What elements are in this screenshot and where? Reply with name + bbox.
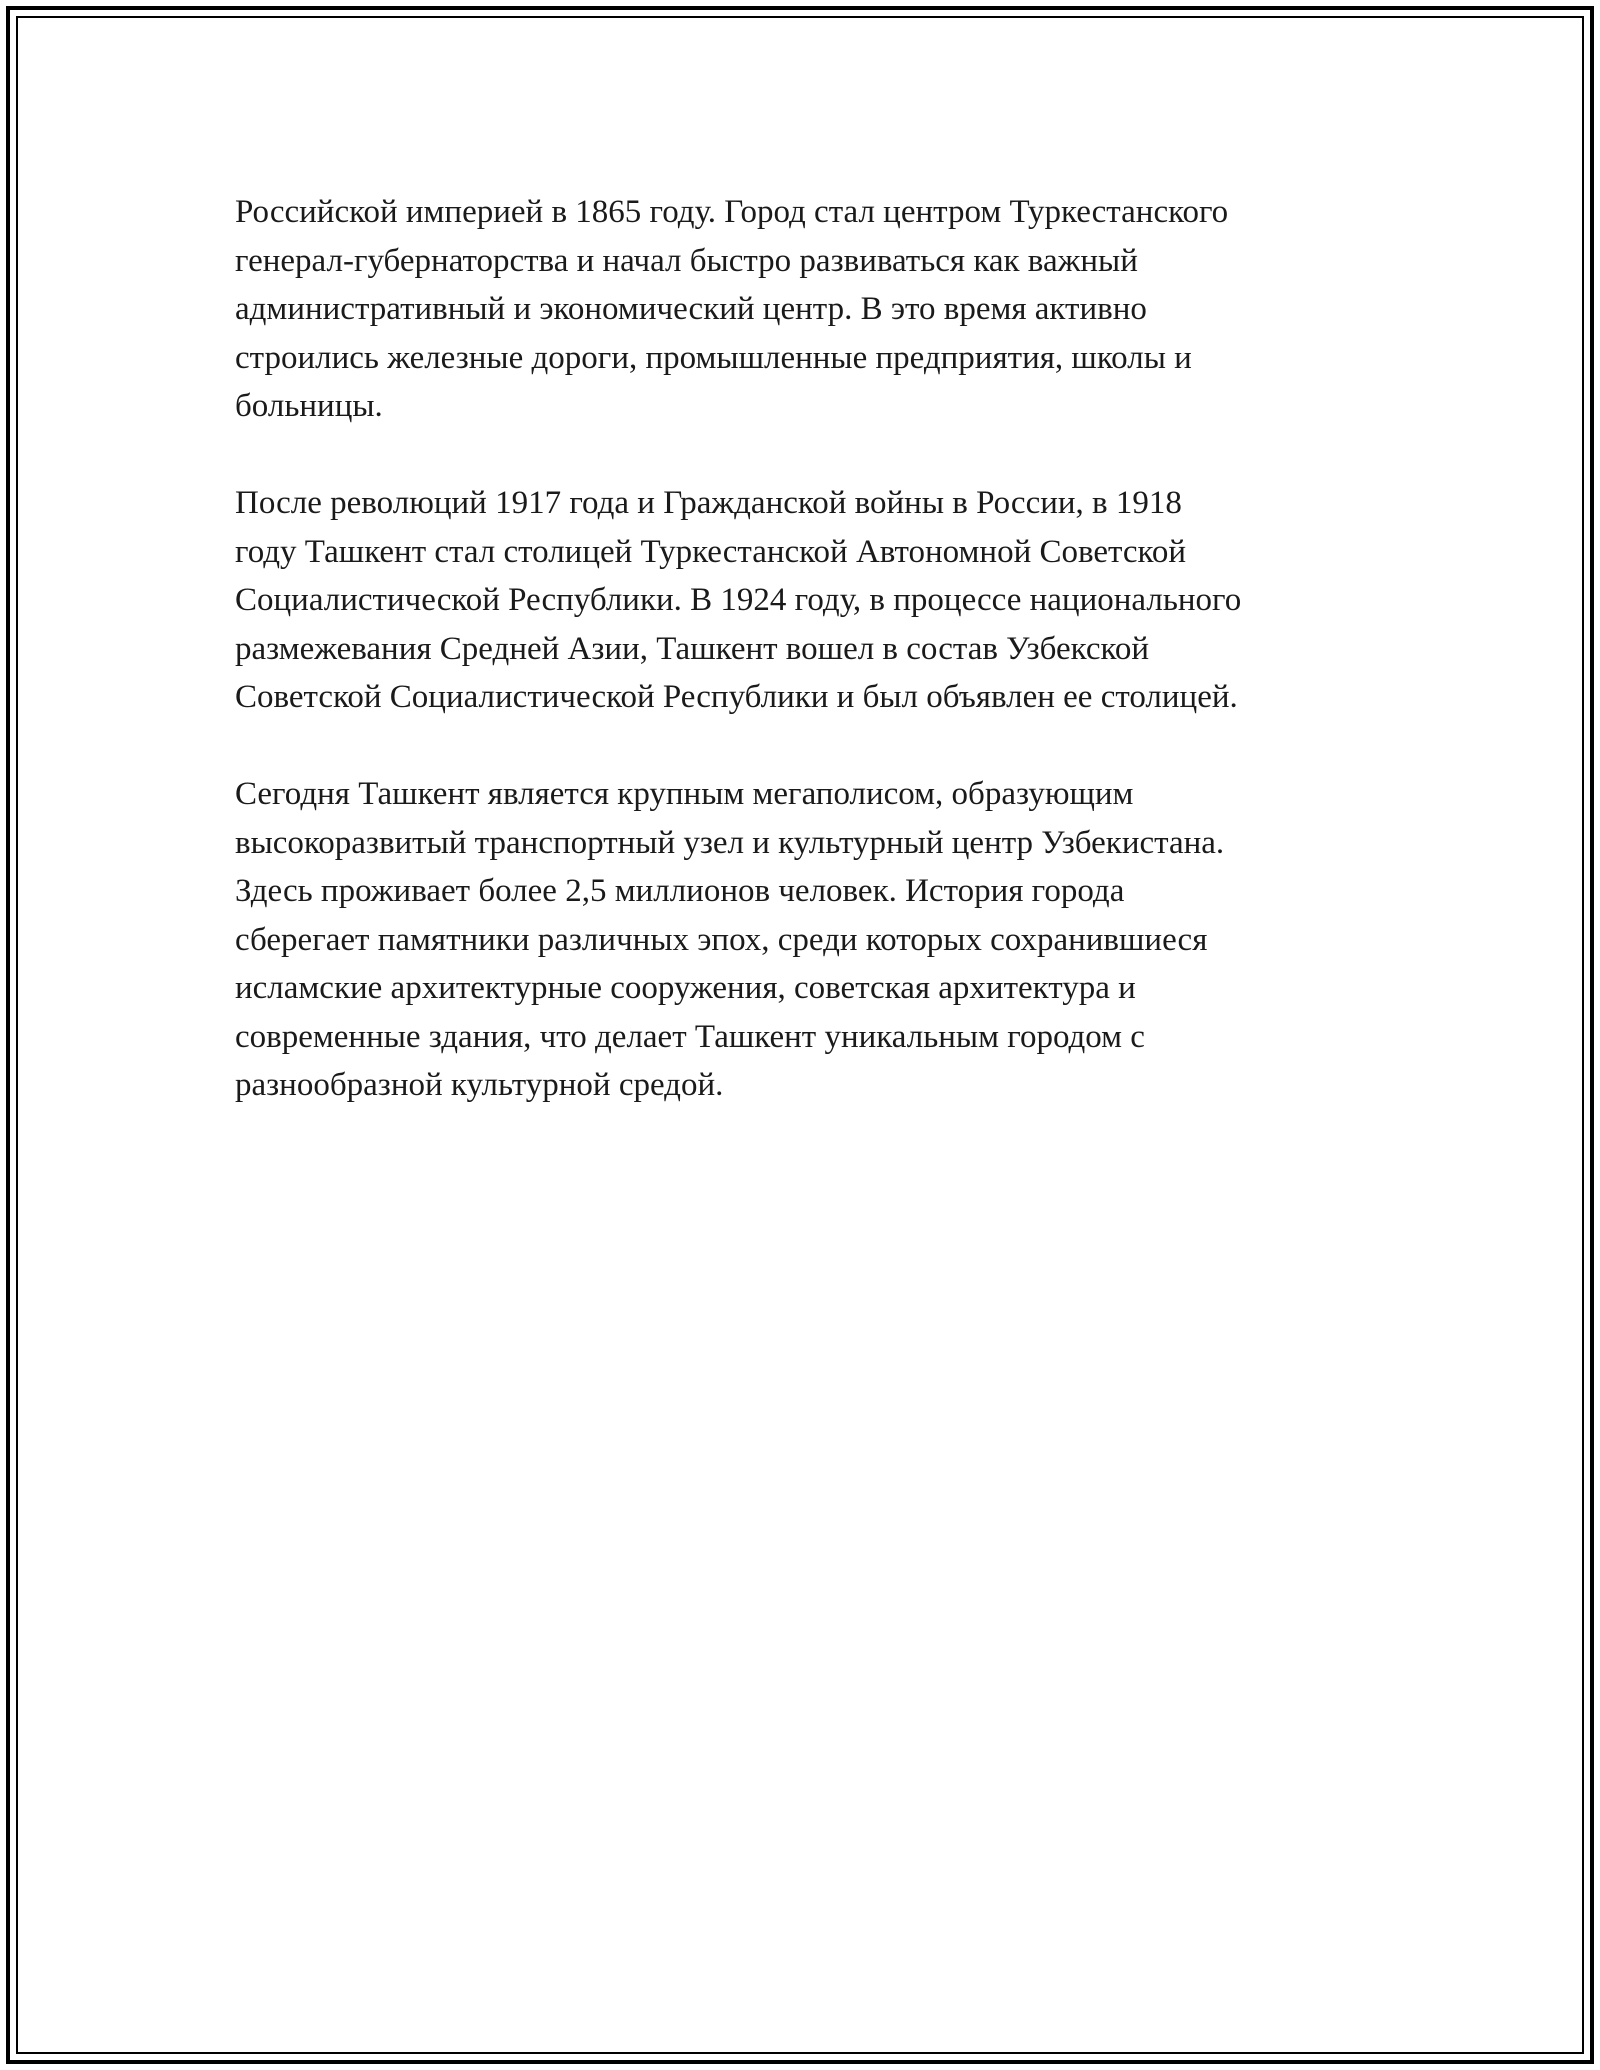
paragraph-soviet-era: После революций 1917 года и Гражданской войны в России, в 1918 году Ташкент стал столицей Туркестанской Автономной Советской Социалистической Республики. В 1924 году, в процессе национального размежевания Средней Азии, Ташкент вошел в состав Узбекской Советской Социалистической Республики и был объявлен ее столицей.: [235, 485, 1242, 715]
document-body: [235, 188, 1395, 1158]
paragraph-today: Сегодня Ташкент является крупным мегаполисом, образующим высокоразвитый транспортный узел и культурный центр Узбекистана. Здесь проживает более 2,5 миллионов человек. История города сберегает памятники различных эпох, среди которых сохранившиеся исламские архитектурные сооружения, советская архитектура и современные здания, что делает Ташкент уникальным городом с разнообразной культурной средой.: [235, 776, 1225, 1103]
paragraph-empire-era: Российской империей в 1865 году. Город стал центром Туркестанского генерал-губернаторства и начал быстро развиваться как важный административный и экономический центр. В это время активно строились железные дороги, промышленные предприятия, школы и больницы.: [235, 194, 1229, 424]
